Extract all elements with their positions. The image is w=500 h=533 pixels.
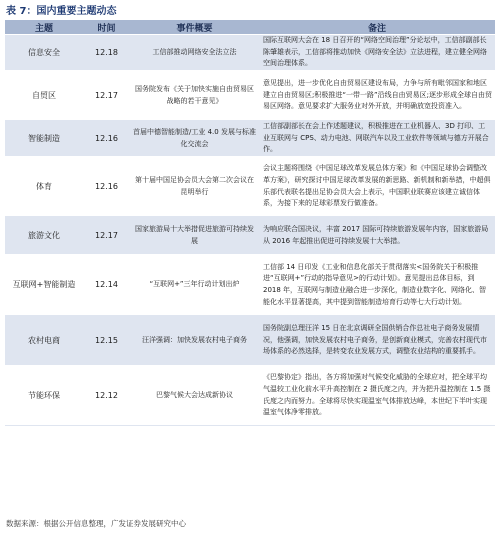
row-topic: 智能制造 xyxy=(5,121,83,157)
row-topic: 体育 xyxy=(5,157,83,217)
row-notes: 工信部副部长在会上作述题建议，积极推进在工业机器人、3D 打印、工业互联网与 CPS、动力电池、网联汽车以及工业软件等领域与德方开展合作。 xyxy=(259,121,495,157)
table-row xyxy=(5,316,495,366)
data-source-note: 数据来源：根据公开信息整理，广发证券发展研究中心 xyxy=(6,519,186,528)
row-event: 工信部推动网络安全法立法 xyxy=(130,35,259,71)
row-event: 巴黎气候大会达成新协议 xyxy=(130,366,259,426)
table-row xyxy=(5,366,495,426)
header-date: 时间 xyxy=(83,20,130,35)
row-notes: 为响应联合国决议，丰富 2017 国际可持续旅游发展年内容，国家旅游局从 2016 年起推出促进可持续发展十大举措。 xyxy=(259,217,495,255)
header-notes: 备注 xyxy=(259,20,495,35)
table-row xyxy=(5,35,495,71)
row-notes: 《巴黎协定》指出，各方将加强对气候变化威胁的全球应对，把全球平均气温较工业化前水平升高控制在 2 摄氏度之内，并为把升温控制在 1.5 摄氏度之内而努力。全球将尽快实现温室气体排放达峰，本世纪下半叶实现温室气体净零排放。 xyxy=(259,366,495,426)
row-event: 国务院发布《关于加快实施自由贸易区战略的若干意见》 xyxy=(130,71,259,121)
row-topic: 自贸区 xyxy=(5,71,83,121)
row-event: 汪洋强调：加快发展农村电子商务 xyxy=(130,316,259,366)
row-date: 12.18 xyxy=(83,35,130,71)
row-date: 12.16 xyxy=(83,121,130,157)
row-topic: 农村电商 xyxy=(5,316,83,366)
table-caption: 表 7：国内重要主题动态 xyxy=(6,6,117,17)
row-event: 国家旅游局十大举措促进旅游可持续发展 xyxy=(130,217,259,255)
row-notes: 意见提出，进一步优化自由贸易区建设布局，力争与所有毗邻国家和地区建立自由贸易区;积极推进“一带一路”沿线自由贸易区;逐步形成全球自由贸易区网络。意见要求扩大服务业对外开放，并明确放宽投资准入。 xyxy=(259,71,495,121)
row-topic: 旅游文化 xyxy=(5,217,83,255)
row-date: 12.15 xyxy=(83,316,130,366)
row-topic: 信息安全 xyxy=(5,35,83,71)
row-event: “互联网+”三年行动计划出炉 xyxy=(130,255,259,316)
header-topic: 主题 xyxy=(5,20,83,35)
row-notes: 会议主题将围绕《中国足球改革发展总体方案》和《中国足球协会调整改革方案》，研究探讨中国足球改革发展的新思路、新机制和新举措，中超俱乐部代表联名提出足协会员大会上表示，中国职业联赛应该建立诚信体系，为接下来的足球彩票发行做准备。 xyxy=(259,157,495,217)
row-topic: 节能环保 xyxy=(5,366,83,426)
table-row xyxy=(5,255,495,316)
row-date: 12.14 xyxy=(83,255,130,316)
row-event: 第十届中国足协会员大会第二次会议在昆明举行 xyxy=(130,157,259,217)
row-date: 12.12 xyxy=(83,366,130,426)
row-notes: 国际互联网大会在 18 日召开的“网络空间治理”分论坛中，工信部副部长陈肇雄表示，工信部将推动加快《网络安全法》立法进程，建立健全网络空间治理体系。 xyxy=(259,35,495,71)
row-date: 12.16 xyxy=(83,157,130,217)
row-event: 首届中德智能制造/工业 4.0 发展与标准化交流会 xyxy=(130,121,259,157)
table-header-row xyxy=(5,20,495,35)
table-row xyxy=(5,121,495,157)
row-date: 12.17 xyxy=(83,217,130,255)
row-notes: 工信部 14 日印发《工业和信息化部关于贯彻落实<国务院关于积极推进“互联网+”行动的指导意见>的行动计划》。意见提出总体目标，到 2018 年，互联网与制造业融合进一步深化，制造业数字化、网络化、智能化水平显著提高，其中提到智能制造培育行动等七大行动计划。 xyxy=(259,255,495,316)
row-notes: 国务院副总理汪洋 15 日在北京调研全国供销合作总社电子商务发展情况，他强调，加快发展农村电子商务，是创新商业模式，完善农村现代市场体系的必然选择，是转变农业发展方式，调整农业结构的重要抓手。 xyxy=(259,316,495,366)
table-row xyxy=(5,71,495,121)
row-topic: 互联网+智能制造 xyxy=(5,255,83,316)
row-date: 12.17 xyxy=(83,71,130,121)
header-event: 事件概要 xyxy=(130,20,259,35)
table-row xyxy=(5,157,495,217)
topic-events-table xyxy=(5,20,495,426)
table-row xyxy=(5,217,495,255)
